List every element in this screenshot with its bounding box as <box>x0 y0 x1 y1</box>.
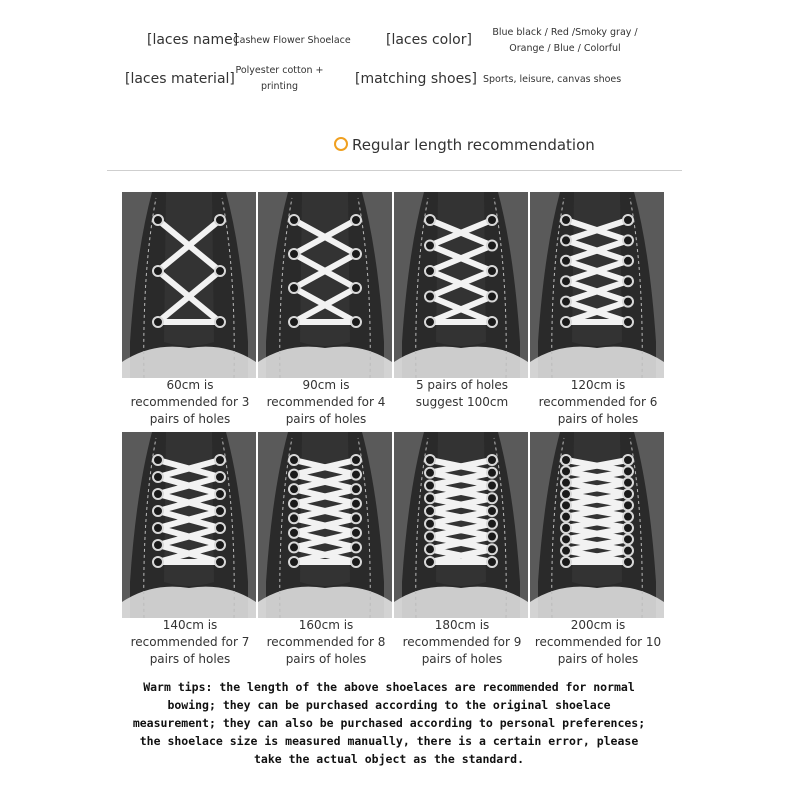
eyelet <box>215 266 225 276</box>
shoe-illustration <box>530 432 664 618</box>
eyelet <box>487 317 497 327</box>
eyelet <box>289 557 299 567</box>
eyelet <box>561 478 571 488</box>
eyelet <box>289 484 299 494</box>
shoe-illustration <box>258 432 392 618</box>
eyelet <box>351 499 361 509</box>
shoe-panel-4 <box>530 192 664 378</box>
shoe-panel-1 <box>122 192 256 378</box>
laces-color-value-line2: Orange / Blue / Colorful <box>509 43 621 54</box>
eyelet <box>425 455 435 465</box>
eyelet <box>623 512 633 522</box>
eyelet <box>425 266 435 276</box>
eyelet <box>351 455 361 465</box>
laces-material-value-line1: Polyester cotton + <box>235 65 324 76</box>
eyelet <box>351 542 361 552</box>
eyelet <box>623 235 633 245</box>
eyelet <box>487 468 497 478</box>
eyelet <box>289 317 299 327</box>
eyelet <box>289 513 299 523</box>
section-divider <box>107 170 682 171</box>
panel-caption-1: 60cm is recommended for 3 pairs of holes <box>130 378 250 426</box>
shoe-panel-7 <box>394 432 528 618</box>
eyelet <box>153 506 163 516</box>
eyelet <box>623 466 633 476</box>
laces-color-label: [laces color] <box>386 32 472 48</box>
eyelet <box>623 256 633 266</box>
eyelet <box>561 557 571 567</box>
eyelet <box>289 470 299 480</box>
eyelet <box>487 557 497 567</box>
eyelet <box>425 215 435 225</box>
eyelet <box>623 297 633 307</box>
eyelet <box>623 534 633 544</box>
eyelet <box>215 215 225 225</box>
eyelet <box>215 557 225 567</box>
eyelet <box>425 532 435 542</box>
shoe-panel-5 <box>122 432 256 618</box>
eyelet <box>153 523 163 533</box>
matching-shoes-label: [matching shoes] <box>355 71 477 87</box>
eyelet <box>561 317 571 327</box>
eyelet <box>561 256 571 266</box>
eyelet <box>487 455 497 465</box>
laces-name-label: [laces name] <box>147 32 239 48</box>
eyelet <box>289 283 299 293</box>
eyelet <box>289 499 299 509</box>
eyelet <box>153 317 163 327</box>
shoe-panel-2 <box>258 192 392 378</box>
eyelet <box>153 455 163 465</box>
eyelet <box>351 513 361 523</box>
eyelet <box>623 215 633 225</box>
eyelet <box>425 544 435 554</box>
eyelet <box>561 276 571 286</box>
eyelet <box>215 472 225 482</box>
eyelet <box>425 468 435 478</box>
laces-color-value-line1: Blue black / Red /Smoky gray / <box>492 27 638 38</box>
eyelet <box>425 241 435 251</box>
eyelet <box>153 472 163 482</box>
eyelet <box>487 266 497 276</box>
shoe-illustration <box>394 192 528 378</box>
panel-caption-5: 140cm is recommended for 7 pairs of holes <box>130 618 250 666</box>
eyelet <box>153 215 163 225</box>
laces-material-value-line2: printing <box>260 81 298 92</box>
eyelet <box>425 493 435 503</box>
eyelet <box>153 557 163 567</box>
shoe-illustration <box>122 432 256 618</box>
eyelet <box>561 500 571 510</box>
eyelet <box>153 489 163 499</box>
eyelet <box>487 481 497 491</box>
eyelet <box>561 215 571 225</box>
eyelet <box>215 523 225 533</box>
eyelet <box>351 249 361 259</box>
eyelet <box>351 283 361 293</box>
eyelet <box>425 557 435 567</box>
eyelet <box>215 317 225 327</box>
eyelet <box>289 249 299 259</box>
eyelet <box>351 215 361 225</box>
circle-bullet-icon <box>334 137 348 151</box>
eyelet <box>623 455 633 465</box>
eyelet <box>623 546 633 556</box>
eyelet <box>623 523 633 533</box>
eyelet <box>561 523 571 533</box>
eyelet <box>561 534 571 544</box>
eyelet <box>425 481 435 491</box>
eyelet <box>487 241 497 251</box>
eyelet <box>623 478 633 488</box>
shoe-panel-6 <box>258 432 392 618</box>
laces-material-value <box>232 63 327 95</box>
eyelet <box>425 317 435 327</box>
eyelet <box>153 266 163 276</box>
panel-caption-8: 200cm is recommended for 10 pairs of holes <box>534 618 662 666</box>
eyelet <box>561 297 571 307</box>
eyelet <box>351 470 361 480</box>
eyelet <box>561 235 571 245</box>
eyelet <box>561 546 571 556</box>
eyelet <box>425 519 435 529</box>
eyelet <box>487 493 497 503</box>
eyelet <box>425 506 435 516</box>
laces-name-value: Cashew Flower Shoelace <box>233 35 351 46</box>
shoe-panel-3 <box>394 192 528 378</box>
section-title: Regular length recommendation <box>352 136 595 154</box>
eyelet <box>561 489 571 499</box>
eyelet <box>561 466 571 476</box>
eyelet <box>215 455 225 465</box>
eyelet <box>623 489 633 499</box>
eyelet <box>215 540 225 550</box>
panel-caption-7: 180cm is recommended for 9 pairs of holes <box>402 618 522 666</box>
eyelet <box>351 557 361 567</box>
eyelet <box>623 276 633 286</box>
eyelet <box>289 542 299 552</box>
eyelet <box>487 506 497 516</box>
eyelet <box>487 544 497 554</box>
eyelet <box>351 484 361 494</box>
shoe-panel-8 <box>530 432 664 618</box>
panel-caption-2: 90cm is recommended for 4 pairs of holes <box>266 378 386 426</box>
eyelet <box>425 292 435 302</box>
shoe-illustration <box>394 432 528 618</box>
eyelet <box>561 512 571 522</box>
eyelet <box>351 528 361 538</box>
eyelet <box>215 506 225 516</box>
eyelet <box>289 215 299 225</box>
shoe-illustration <box>122 192 256 378</box>
eyelet <box>289 455 299 465</box>
eyelet <box>487 532 497 542</box>
eyelet <box>487 215 497 225</box>
shoe-illustration <box>530 192 664 378</box>
eyelet <box>289 528 299 538</box>
eyelet <box>623 557 633 567</box>
eyelet <box>561 455 571 465</box>
eyelet <box>215 489 225 499</box>
eyelet <box>153 540 163 550</box>
eyelet <box>487 292 497 302</box>
laces-material-label: [laces material] <box>125 71 235 87</box>
eyelet <box>623 500 633 510</box>
laces-color-value <box>480 25 650 57</box>
eyelet <box>623 317 633 327</box>
panel-caption-3: 5 pairs of holes suggest 100cm <box>415 378 509 409</box>
matching-shoes-value: Sports, leisure, canvas shoes <box>483 74 622 85</box>
eyelet <box>351 317 361 327</box>
eyelet <box>487 519 497 529</box>
warm-tips-text: Warm tips: the length of the above shoelaces are recommended for normal bowing; they can be purchased according to the original shoelace measurement; they can also be purchased according to personal preferences; the shoelace size is measured manually, there is a certain error, please take the actual object as the standard. <box>132 680 646 766</box>
shoe-illustration <box>258 192 392 378</box>
panel-caption-6: 160cm is recommended for 8 pairs of holes <box>266 618 386 666</box>
panel-caption-4: 120cm is recommended for 6 pairs of holes <box>538 378 658 426</box>
